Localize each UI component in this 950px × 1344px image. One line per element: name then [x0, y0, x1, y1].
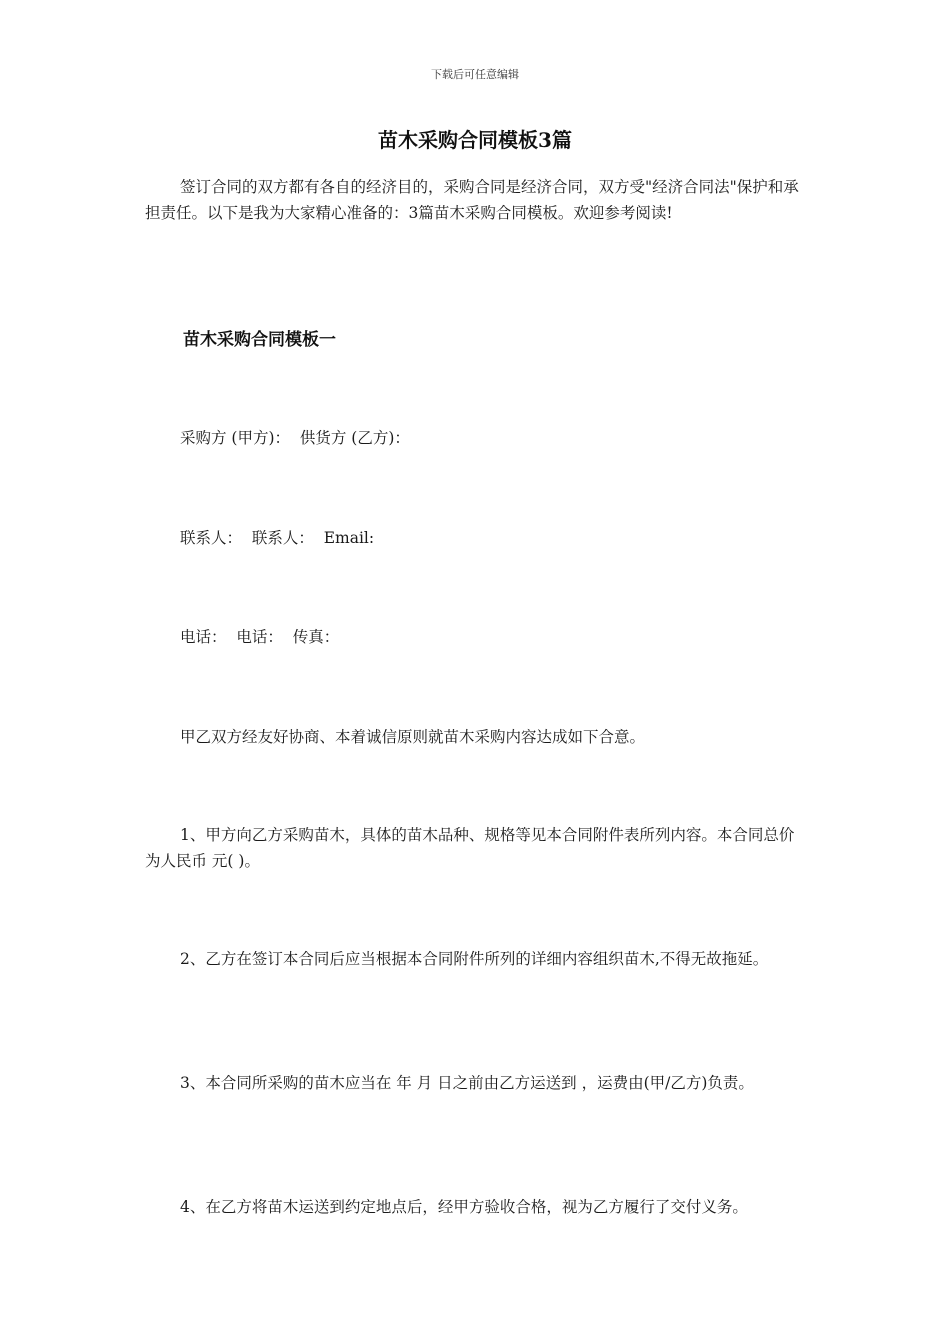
parties-line: 采购方 (甲方)： 供货方 (乙方)： [180, 429, 410, 447]
clause-3: 3、本合同所采购的苗木应当在 年 月 日之前由乙方运送到 ，运费由(甲/乙方)负责。 [180, 1074, 754, 1092]
clause-4: 4、在乙方将苗木运送到约定地点后，经甲方验收合格，视为乙方履行了交付义务。 [180, 1198, 748, 1216]
phones-line: 电话： 电话： 传真： [180, 628, 340, 646]
clause-2: 2、乙方在签订本合同后应当根据本合同附件所列的详细内容组织苗木,不得无故拖延。 [180, 950, 769, 968]
header-note: 下载后可任意编辑 [431, 68, 519, 81]
contacts-line: 联系人： 联系人： Email: [180, 529, 375, 547]
clause-1: 1、甲方向乙方采购苗木，具体的苗木品种、规格等见本合同附件表所列内容。本合同总价为人民币 元( )。 [145, 826, 795, 870]
section-title: 苗木采购合同模板一 [183, 330, 336, 350]
document-title: 苗木采购合同模板3篇 [378, 128, 572, 152]
agreement-line: 甲乙双方经友好协商、本着诚信原则就苗木采购内容达成如下合意。 [180, 728, 646, 746]
intro-paragraph: 签订合同的双方都有各自的经济目的，采购合同是经济合同，双方受"经济合同法"保护和承担责任。以下是我为大家精心准备的：3篇苗木采购合同模板。欢迎参考阅读! [145, 178, 799, 222]
